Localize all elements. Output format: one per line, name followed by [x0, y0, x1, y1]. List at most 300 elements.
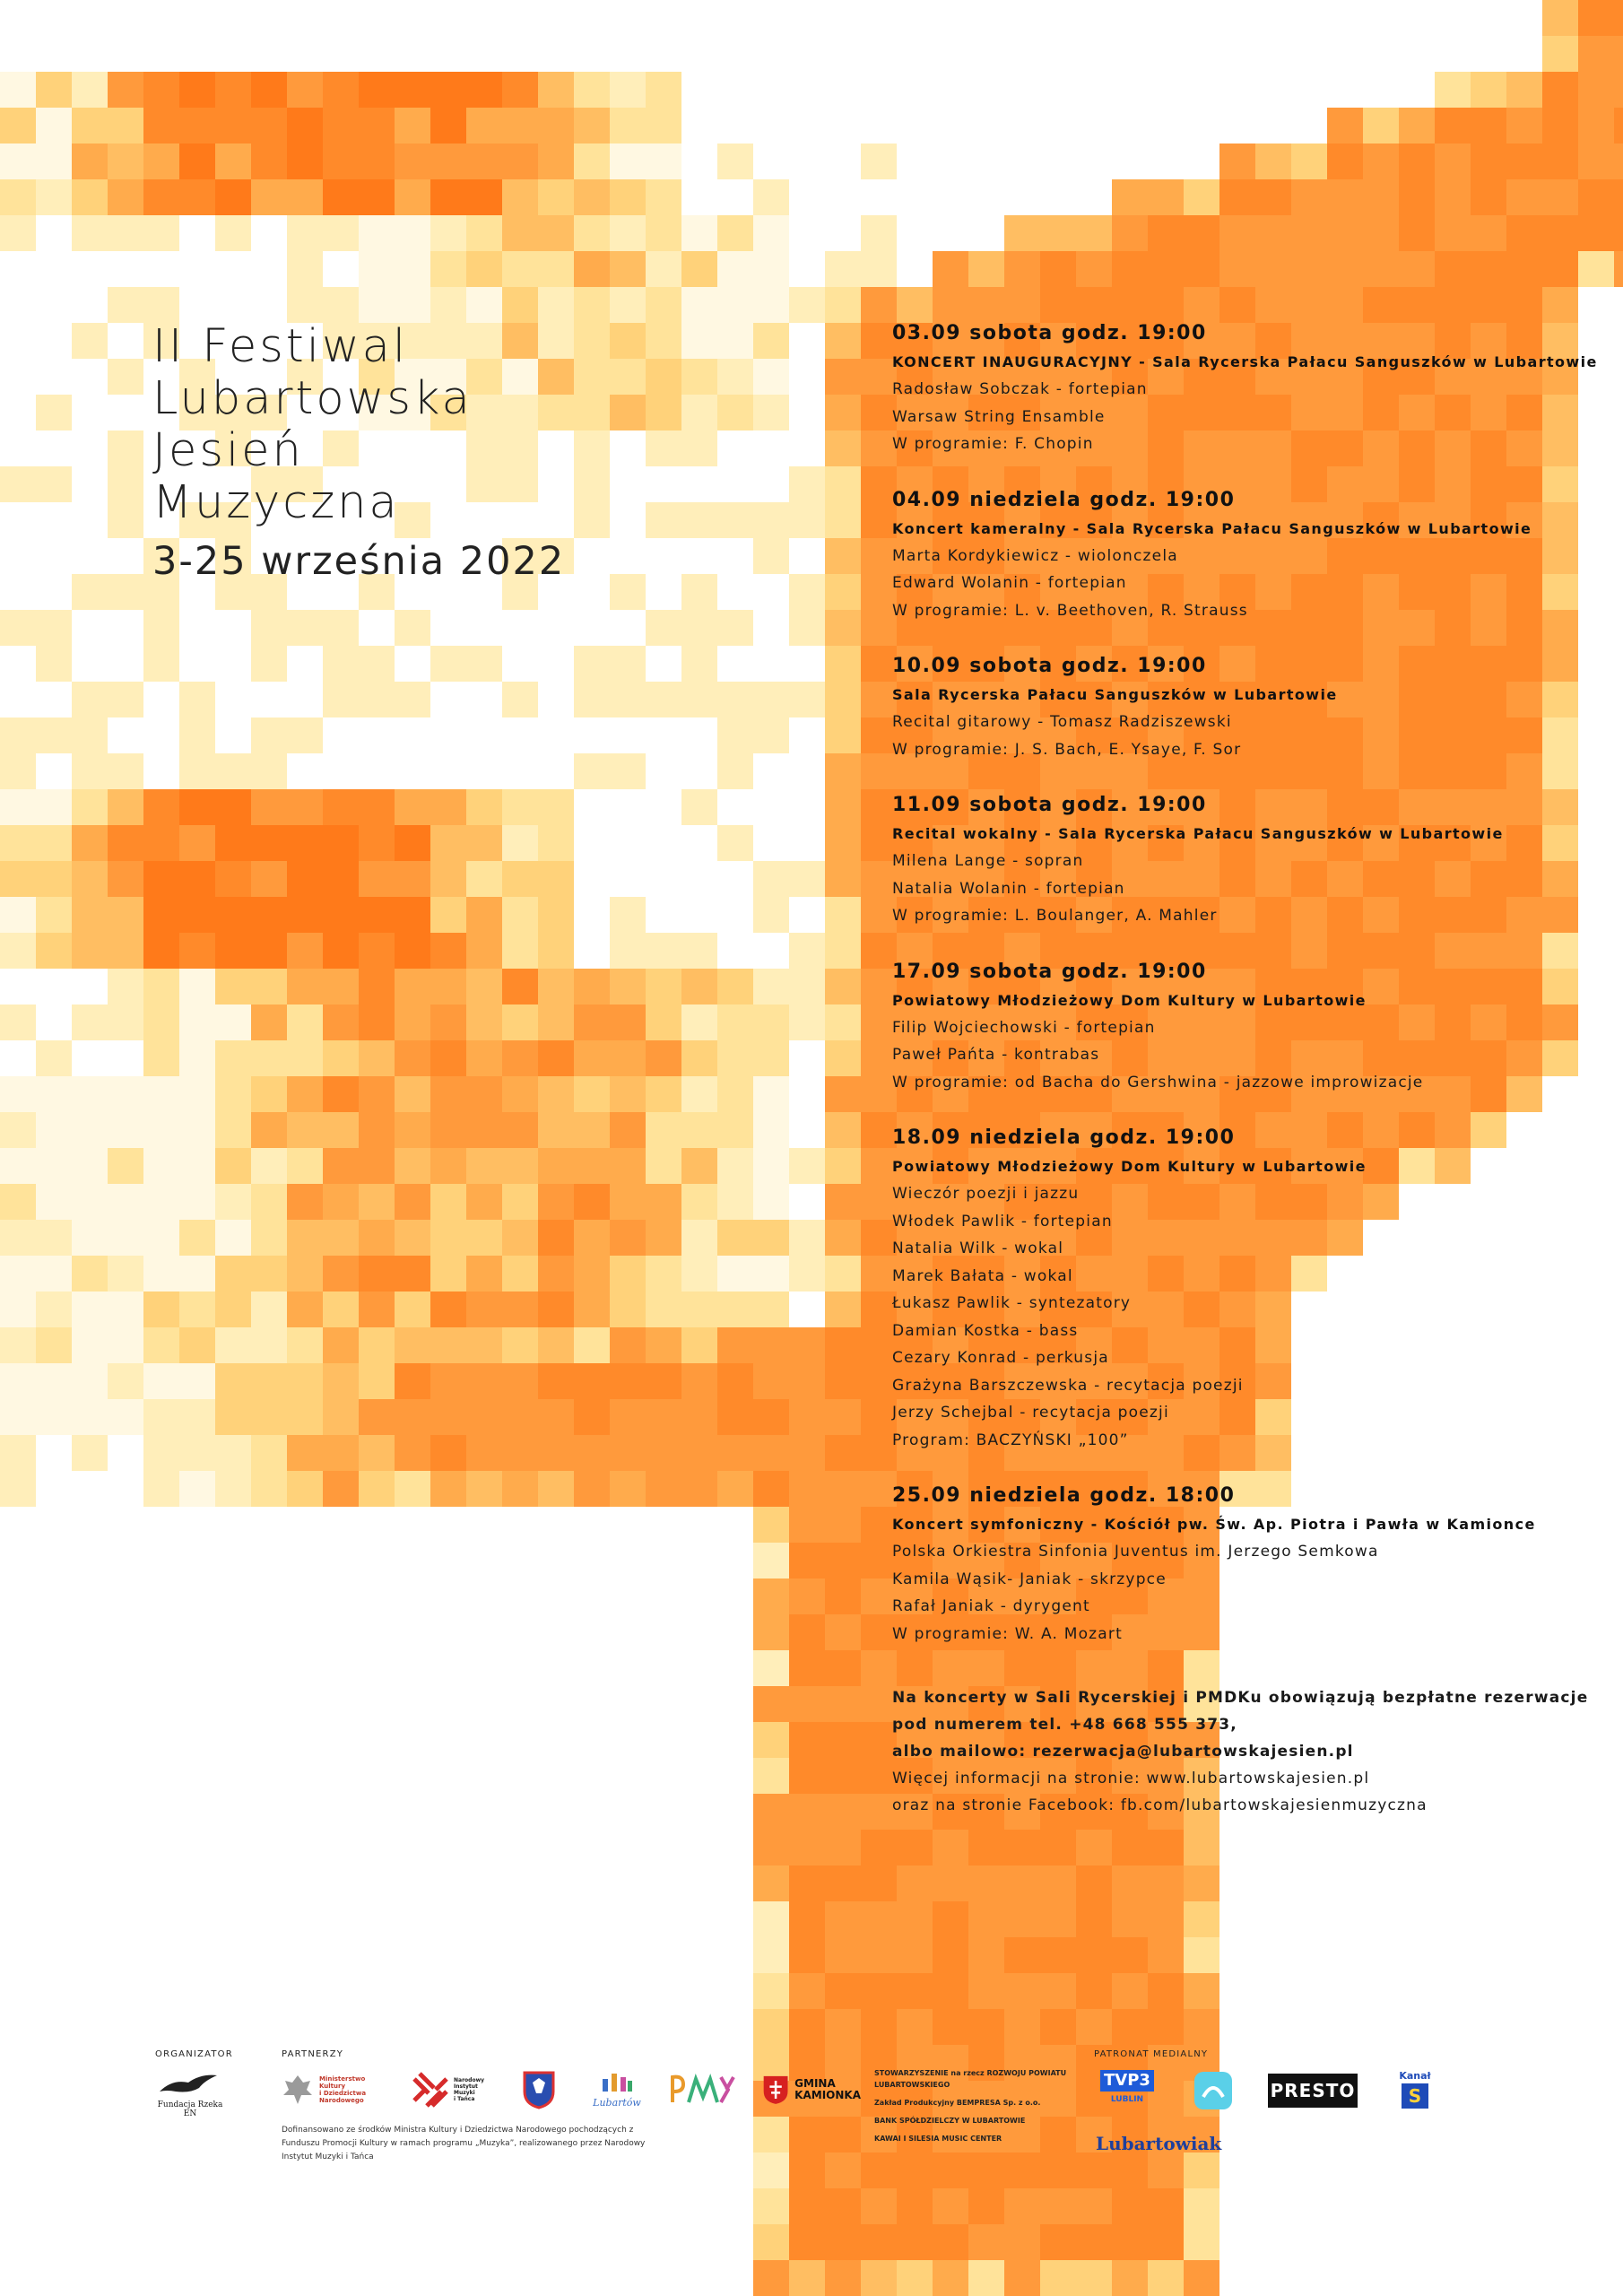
mosaic-pixel	[789, 1327, 825, 1363]
mosaic-pixel	[646, 1399, 681, 1435]
mosaic-pixel	[1004, 2009, 1040, 2045]
mosaic-pixel	[430, 933, 466, 969]
mosaic-pixel	[143, 1220, 179, 1256]
mosaic-pixel	[717, 1112, 753, 1148]
event-detail: W programie: od Bacha do Gershwina - jazzowe improwizacje	[892, 1073, 1424, 1091]
mosaic-pixel	[825, 1686, 861, 1722]
mosaic-pixel	[0, 825, 36, 861]
mosaic-pixel	[861, 2260, 897, 2296]
mosaic-pixel	[646, 359, 681, 395]
mosaic-pixel	[717, 1004, 753, 1040]
event-venue: Recital wokalny - Sala Rycerska Pałacu Sanguszków w Lubartowie	[892, 825, 1504, 842]
mosaic-pixel	[466, 1184, 502, 1220]
mosaic-pixel	[610, 1256, 646, 1292]
mosaic-pixel	[825, 1722, 861, 1758]
mosaic-pixel	[789, 1435, 825, 1471]
mosaic-pixel	[538, 179, 574, 215]
mosaic-pixel	[72, 682, 108, 718]
mosaic-pixel	[466, 897, 502, 933]
mosaic-pixel	[466, 1112, 502, 1148]
event-date: 18.09 niedziela godz. 19:00	[892, 1126, 1236, 1149]
mosaic-pixel	[1327, 287, 1363, 323]
mosaic-pixel	[108, 1004, 143, 1040]
mosaic-pixel	[1112, 251, 1148, 287]
mosaic-pixel	[933, 1937, 968, 1973]
concert-event	[892, 1481, 1574, 1648]
mosaic-pixel	[179, 1004, 215, 1040]
mosaic-pixel	[143, 1040, 179, 1076]
mosaic-pixel	[861, 825, 897, 861]
mosaic-pixel	[1184, 1866, 1219, 1901]
mosaic-pixel	[1184, 215, 1219, 251]
mosaic-pixel	[323, 1363, 359, 1399]
info-phone: pod numerem tel. +48 668 555 373,	[892, 1716, 1237, 1734]
mosaic-pixel	[1148, 1901, 1184, 1937]
mosaic-pixel	[825, 1076, 861, 1112]
mosaic-pixel	[0, 1435, 36, 1471]
mosaic-pixel	[968, 1830, 1004, 1866]
mosaic-pixel	[789, 1507, 825, 1543]
mosaic-pixel	[1148, 215, 1184, 251]
mosaic-pixel	[143, 1327, 179, 1363]
mosaic-pixel	[502, 287, 538, 323]
mosaic-pixel	[861, 1220, 897, 1256]
mosaic-pixel	[72, 897, 108, 933]
mosaic-pixel	[681, 1184, 717, 1220]
mosaic-pixel	[574, 251, 610, 287]
mosaic-pixel	[753, 1112, 789, 1148]
concert-event	[892, 651, 1574, 763]
mosaic-pixel	[251, 144, 287, 179]
mosaic-pixel	[359, 933, 395, 969]
mosaic-pixel	[143, 646, 179, 682]
mosaic-pixel	[395, 1435, 430, 1471]
nimit-line: Instytut	[454, 2083, 478, 2090]
mosaic-pixel	[1471, 215, 1506, 251]
mosaic-pixel	[646, 1040, 681, 1076]
mosaic-pixel	[861, 969, 897, 1004]
mosaic-pixel	[251, 1184, 287, 1220]
mosaic-pixel	[1578, 251, 1614, 287]
kanal-s-logo	[1395, 2070, 1435, 2113]
mosaic-pixel	[108, 1148, 143, 1184]
mosaic-pixel	[681, 502, 717, 538]
mosaic-pixel	[861, 1866, 897, 1901]
mosaic-pixel	[753, 323, 789, 359]
mosaic-pixel	[179, 1471, 215, 1507]
mosaic-pixel	[251, 861, 287, 897]
mosaic-pixel	[825, 287, 861, 323]
mosaic-pixel	[646, 144, 681, 179]
mosaic-pixel	[72, 1363, 108, 1399]
mosaic-pixel	[287, 1256, 323, 1292]
mosaic-pixel	[36, 861, 72, 897]
mosaic-pixel	[502, 1292, 538, 1327]
mosaic-pixel	[861, 466, 897, 502]
mosaic-pixel	[861, 1830, 897, 1866]
mosaic-pixel	[179, 72, 215, 108]
mosaic-pixel	[1578, 0, 1614, 36]
mosaic-pixel	[1004, 2260, 1040, 2296]
mosaic-pixel	[36, 466, 72, 502]
mosaic-pixel	[646, 108, 681, 144]
mosaic-pixel	[1112, 2188, 1148, 2224]
mosaic-pixel	[681, 1471, 717, 1507]
mosaic-pixel	[646, 933, 681, 969]
mosaic-pixel	[933, 2152, 968, 2188]
mosaic-pixel	[287, 969, 323, 1004]
mosaic-pixel	[108, 144, 143, 179]
mosaic-pixel	[466, 1399, 502, 1435]
mosaic-pixel	[538, 1256, 574, 1292]
mosaic-pixel	[72, 933, 108, 969]
mosaic-pixel	[861, 1507, 897, 1543]
event-detail: Cezary Konrad - perkusja	[892, 1349, 1109, 1367]
mosaic-pixel	[753, 1901, 789, 1937]
mosaic-pixel	[1255, 251, 1291, 287]
mosaic-pixel	[1184, 1830, 1219, 1866]
mosaic-pixel	[1112, 179, 1148, 215]
mosaic-pixel	[1040, 2009, 1076, 2045]
mosaic-pixel	[359, 897, 395, 933]
mosaic-pixel	[681, 215, 717, 251]
mosaic-pixel	[1255, 287, 1291, 323]
mosaic-pixel	[359, 1112, 395, 1148]
mosaic-pixel	[825, 969, 861, 1004]
mosaic-pixel	[502, 1471, 538, 1507]
mosaic-pixel	[466, 1256, 502, 1292]
mosaic-pixel	[323, 1076, 359, 1112]
mosaic-pixel	[538, 287, 574, 323]
mosaic-pixel	[574, 1292, 610, 1327]
event-detail: Wieczór poezji i jazzu	[892, 1185, 1080, 1203]
mosaic-pixel	[1184, 2188, 1219, 2224]
mosaic-pixel	[430, 1220, 466, 1256]
mosaic-pixel	[861, 1686, 897, 1722]
mosaic-pixel	[1363, 251, 1399, 287]
mosaic-pixel	[753, 1722, 789, 1758]
mosaic-pixel	[933, 1901, 968, 1937]
mosaic-pixel	[430, 144, 466, 179]
mosaic-pixel	[538, 1040, 574, 1076]
mosaic-pixel	[395, 1363, 430, 1399]
mosaic-pixel	[574, 1112, 610, 1148]
mosaic-pixel	[1184, 1901, 1219, 1937]
mosaic-pixel	[825, 610, 861, 646]
mosaic-pixel	[753, 287, 789, 323]
event-venue: Koncert symfoniczny - Kościół pw. Św. Ap. Piotra i Pawła w Kamionce	[892, 1516, 1536, 1533]
mosaic-pixel	[1327, 251, 1363, 287]
mosaic-pixel	[287, 1435, 323, 1471]
concert-event	[892, 790, 1574, 930]
gmina-line: KAMIONKA	[794, 2089, 861, 2101]
mosaic-pixel	[179, 1327, 215, 1363]
event-detail: W programie: L. Boulanger, A. Mahler	[892, 907, 1218, 925]
mosaic-pixel	[861, 897, 897, 933]
mosaic-pixel	[646, 1292, 681, 1327]
event-detail: W programie: F. Chopin	[892, 435, 1094, 453]
mosaic-pixel	[1004, 1901, 1040, 1937]
event-detail: Grażyna Barszczewska - recytacja poezji	[892, 1376, 1244, 1395]
mosaic-pixel	[179, 753, 215, 789]
mosaic-pixel	[789, 1614, 825, 1650]
mosaic-pixel	[1614, 36, 1623, 72]
mosaic-pixel	[681, 1327, 717, 1363]
mosaic-pixel	[108, 215, 143, 251]
mosaic-pixel	[861, 1471, 897, 1507]
mosaic-pixel	[36, 108, 72, 144]
mosaic-pixel	[1148, 1937, 1184, 1973]
mosaic-pixel	[1291, 179, 1327, 215]
mosaic-pixel	[1076, 215, 1112, 251]
mosaic-pixel	[1363, 287, 1399, 323]
mosaic-pixel	[108, 502, 143, 538]
mosaic-pixel	[825, 251, 861, 287]
mosaic-pixel	[753, 1830, 789, 1866]
mosaic-pixel	[36, 144, 72, 179]
mosaic-pixel	[825, 753, 861, 789]
event-date: 17.09 sobota godz. 19:00	[892, 960, 1207, 983]
mosaic-pixel	[861, 1148, 897, 1184]
mosaic-pixel	[825, 1220, 861, 1256]
mosaic-pixel	[753, 1327, 789, 1363]
mosaic-pixel	[1184, 1937, 1219, 1973]
mosaic-pixel	[1112, 2224, 1148, 2260]
mosaic-pixel	[36, 1292, 72, 1327]
mosaic-pixel	[861, 2188, 897, 2224]
mosaic-pixel	[681, 1148, 717, 1184]
mosaic-pixel	[646, 1112, 681, 1148]
mosaic-pixel	[287, 861, 323, 897]
mosaic-pixel	[861, 753, 897, 789]
mosaic-pixel	[574, 502, 610, 538]
mosaic-pixel	[681, 1256, 717, 1292]
mosaic-pixel	[215, 1112, 251, 1148]
mosaic-pixel	[968, 2152, 1004, 2188]
mosaic-pixel	[395, 1399, 430, 1435]
mosaic-pixel	[287, 1220, 323, 1256]
mosaic-pixel	[36, 646, 72, 682]
mosaic-pixel	[753, 1614, 789, 1650]
mosaic-pixel	[1112, 1866, 1148, 1901]
mosaic-pixel	[430, 1040, 466, 1076]
mosaic-pixel	[717, 969, 753, 1004]
mosaic-pixel	[574, 1399, 610, 1435]
concert-event	[892, 957, 1574, 1097]
mosaic-pixel	[681, 323, 717, 359]
mosaic-pixel	[1363, 179, 1399, 215]
mosaic-pixel	[610, 179, 646, 215]
mosaic-pixel	[1399, 108, 1435, 144]
mosaic-pixel	[681, 574, 717, 610]
mosaic-pixel	[179, 682, 215, 718]
mosaic-pixel	[72, 1327, 108, 1363]
mosaic-pixel	[1184, 2224, 1219, 2260]
mosaic-pixel	[466, 144, 502, 179]
mosaic-pixel	[215, 1076, 251, 1112]
mosaic-pixel	[861, 1292, 897, 1327]
eagle-emblem-icon	[282, 2072, 314, 2108]
mosaic-pixel	[1506, 108, 1542, 144]
mosaic-pixel	[1255, 144, 1291, 179]
ministry-line: Ministerstwo	[319, 2075, 366, 2083]
mosaic-pixel	[825, 682, 861, 718]
mosaic-pixel	[502, 969, 538, 1004]
mosaic-pixel	[753, 1220, 789, 1256]
mosaic-pixel	[1291, 144, 1327, 179]
mosaic-pixel	[968, 251, 1004, 287]
mosaic-pixel	[395, 251, 430, 287]
event-detail: W programie: J. S. Bach, E. Ysaye, F. Sor	[892, 740, 1242, 759]
mosaic-pixel	[1076, 2260, 1112, 2296]
mosaic-pixel	[179, 933, 215, 969]
mosaic-pixel	[1148, 1973, 1184, 2009]
mosaic-pixel	[72, 1256, 108, 1292]
mosaic-pixel	[323, 1220, 359, 1256]
mosaic-pixel	[251, 1148, 287, 1184]
event-venue: Powiatowy Młodzieżowy Dom Kultury w Lubartowie	[892, 1158, 1367, 1175]
mosaic-pixel	[753, 179, 789, 215]
event-date: 10.09 sobota godz. 19:00	[892, 655, 1207, 677]
bird-icon	[154, 2070, 226, 2097]
mosaic-pixel	[610, 1184, 646, 1220]
mosaic-pixel	[861, 2009, 897, 2045]
mosaic-pixel	[1219, 215, 1255, 251]
mosaic-pixel	[287, 1148, 323, 1184]
mosaic-pixel	[861, 789, 897, 825]
nimit-mark-icon	[412, 2072, 448, 2108]
mosaic-pixel	[1112, 2009, 1148, 2045]
mosaic-pixel	[717, 1471, 753, 1507]
mosaic-pixel	[466, 1292, 502, 1327]
mosaic-pixel	[825, 466, 861, 502]
mosaic-pixel	[179, 1076, 215, 1112]
media-patronage-label: PATRONAT MEDIALNY	[1094, 2049, 1209, 2059]
mosaic-pixel	[538, 1292, 574, 1327]
title-line-3: Jesień	[152, 424, 304, 477]
mosaic-pixel	[36, 610, 72, 646]
mosaic-pixel	[430, 1327, 466, 1363]
mosaic-pixel	[251, 1256, 287, 1292]
mosaic-pixel	[359, 861, 395, 897]
mosaic-pixel	[36, 1184, 72, 1220]
mosaic-pixel	[430, 72, 466, 108]
mosaic-pixel	[108, 753, 143, 789]
mosaic-pixel	[502, 1256, 538, 1292]
mosaic-pixel	[179, 144, 215, 179]
mosaic-pixel	[0, 215, 36, 251]
kanal-s-mark: S	[1402, 2083, 1428, 2109]
mosaic-pixel	[502, 825, 538, 861]
mosaic-pixel	[466, 287, 502, 323]
mosaic-pixel	[574, 1256, 610, 1292]
lubartow-county-crest	[522, 2070, 558, 2109]
mosaic-pixel	[825, 897, 861, 933]
mosaic-pixel	[430, 1471, 466, 1507]
mosaic-pixel	[1435, 72, 1471, 108]
mosaic-pixel	[108, 574, 143, 610]
event-detail: Rafał Janiak - dyrygent	[892, 1597, 1090, 1615]
tvp3-lublin-logo	[1096, 2070, 1159, 2111]
mosaic-pixel	[143, 287, 179, 323]
mosaic-pixel	[861, 1543, 897, 1578]
mosaic-pixel	[753, 1256, 789, 1292]
mosaic-pixel	[610, 897, 646, 933]
mosaic-pixel	[789, 1758, 825, 1794]
mosaic-pixel	[1542, 287, 1578, 323]
mosaic-pixel	[825, 1507, 861, 1543]
mosaic-pixel	[430, 1112, 466, 1148]
mosaic-pixel	[1004, 1866, 1040, 1901]
mosaic-pixel	[753, 1435, 789, 1471]
mosaic-pixel	[72, 323, 108, 359]
event-detail: Polska Orkiestra Sinfonia Juventus im. Jerzego Semkowa	[892, 1543, 1379, 1561]
mosaic-pixel	[753, 1076, 789, 1112]
mosaic-pixel	[430, 1076, 466, 1112]
mosaic-pixel	[825, 1040, 861, 1076]
mosaic-pixel	[359, 1327, 395, 1363]
mosaic-pixel	[1435, 144, 1471, 179]
mosaic-pixel	[825, 2188, 861, 2224]
mosaic-pixel	[1363, 215, 1399, 251]
mosaic-pixel	[897, 1973, 933, 2009]
mosaic-pixel	[36, 1076, 72, 1112]
mosaic-pixel	[215, 1471, 251, 1507]
mosaic-pixel	[143, 825, 179, 861]
mosaic-pixel	[681, 1112, 717, 1148]
mosaic-pixel	[502, 861, 538, 897]
mosaic-pixel	[1327, 144, 1363, 179]
mosaic-pixel	[789, 1256, 825, 1292]
mosaic-pixel	[0, 1220, 36, 1256]
mosaic-pixel	[323, 1256, 359, 1292]
mosaic-pixel	[36, 1327, 72, 1363]
mosaic-pixel	[502, 215, 538, 251]
mosaic-pixel	[466, 1076, 502, 1112]
fundacja-rzeka-logo	[154, 2070, 226, 2118]
mosaic-pixel	[502, 1327, 538, 1363]
mosaic-pixel	[1148, 2009, 1184, 2045]
mosaic-pixel	[574, 682, 610, 718]
mosaic-pixel	[825, 861, 861, 897]
mosaic-pixel	[251, 108, 287, 144]
ministry-line: i Dziedzictwa	[319, 2090, 367, 2097]
mosaic-pixel	[1040, 251, 1076, 287]
mosaic-pixel	[753, 1363, 789, 1399]
mosaic-pixel	[1219, 251, 1255, 287]
mosaic-pixel	[574, 1040, 610, 1076]
mosaic-pixel	[789, 466, 825, 502]
mosaic-pixel	[789, 1722, 825, 1758]
mosaic-pixel	[215, 144, 251, 179]
mosaic-pixel	[825, 1292, 861, 1327]
mosaic-pixel	[1148, 2188, 1184, 2224]
mosaic-pixel	[395, 108, 430, 144]
mosaic-pixel	[359, 1471, 395, 1507]
mosaic-pixel	[538, 1471, 574, 1507]
mosaic-pixel	[1471, 287, 1506, 323]
mosaic-pixel	[466, 861, 502, 897]
mosaic-pixel	[430, 1292, 466, 1327]
mosaic-pixel	[108, 1184, 143, 1220]
mosaic-pixel	[323, 287, 359, 323]
mosaic-pixel	[538, 1435, 574, 1471]
mosaic-pixel	[0, 1076, 36, 1112]
mosaic-pixel	[574, 969, 610, 1004]
mosaic-pixel	[681, 430, 717, 466]
gmina-line: GMINA	[794, 2077, 836, 2090]
mosaic-pixel	[717, 323, 753, 359]
